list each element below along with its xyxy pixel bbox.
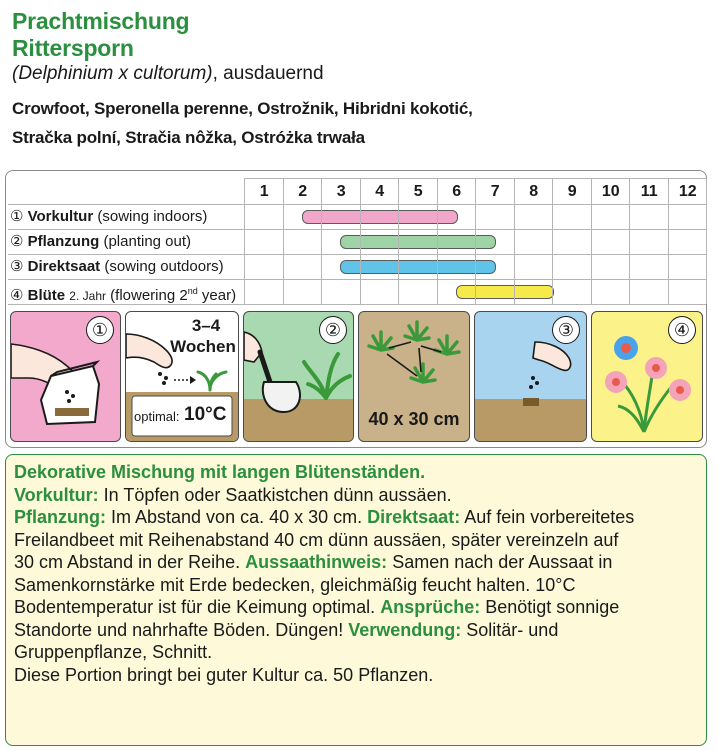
calendar-bar xyxy=(340,260,496,274)
info-line-3 xyxy=(14,506,700,529)
anspruche-label: Ansprüche: xyxy=(380,597,481,617)
aussaat-text-3: Bodentemperatur ist für die Keimung optimal. xyxy=(14,597,381,617)
verwendung-label: Verwendung: xyxy=(348,619,462,640)
row-label-en: (planting out) xyxy=(103,233,192,250)
product-title: Prachtmischung xyxy=(12,8,190,34)
row-label-de: Vorkultur xyxy=(27,208,94,225)
flowers-icon xyxy=(592,312,702,441)
aussaat-text-2: Samenkornstärke mit Erde bedecken, gleichmäßig feucht halten. 10°C xyxy=(14,574,576,595)
info-box xyxy=(5,454,707,746)
calendar-column-line xyxy=(283,178,284,304)
vorkultur-label: Vorkultur: xyxy=(14,484,99,505)
calendar-column-line xyxy=(437,178,438,304)
calendar-row-label xyxy=(10,204,207,229)
row-label-en: year) xyxy=(197,287,237,304)
row-number: ④ xyxy=(10,287,24,304)
calendar-column-line xyxy=(475,178,476,304)
info-line-1 xyxy=(14,461,700,484)
row-label-en: (sowing outdoors) xyxy=(104,258,224,275)
panel-vorkultur xyxy=(10,311,121,442)
calendar-box xyxy=(5,170,707,448)
panel-planting xyxy=(243,311,354,442)
row-label-de: Blüte xyxy=(27,287,66,304)
hand-sowing-pot-icon xyxy=(11,312,120,441)
month-header: 4 xyxy=(360,178,400,205)
anspruche-text-2: Standorte und nahrhafte Böden. Düngen! xyxy=(14,619,349,640)
row-label-de: Direktsaat xyxy=(27,258,101,275)
row-number: ② xyxy=(10,233,24,250)
verwendung-text-2: Gruppenpflanze, Schnitt. xyxy=(14,642,213,662)
panel-number: ④ xyxy=(668,316,696,344)
month-header: 2 xyxy=(283,178,323,205)
pflanzung-label: Pflanzung: xyxy=(14,507,106,527)
hand-sowing-row-icon xyxy=(475,312,586,441)
calendar-column-line xyxy=(706,178,707,304)
calendar-column-line xyxy=(244,178,245,304)
pflanzung-text: Im Abstand von ca. 40 x 30 cm. xyxy=(106,507,368,527)
calendar-column-line xyxy=(629,178,630,304)
product-subtitle: Rittersporn xyxy=(12,35,134,61)
common-names-line1: Crowfoot, Speronella perenne, Ostrožnik, Hibridni kokotić, xyxy=(12,99,473,118)
month-header: 8 xyxy=(514,178,554,205)
row-label-sup: nd xyxy=(187,286,198,296)
direktsaat-text-2: Freilandbeet mit Reihenabstand 40 cm dünn aussäen, später vereinzeln auf xyxy=(14,529,619,550)
optimal-label: optimal: xyxy=(134,409,180,424)
row-label-en: (flowering 2 xyxy=(110,287,188,304)
calendar-row-label xyxy=(10,279,236,304)
calendar-row-label xyxy=(10,229,191,254)
calendar-bar xyxy=(456,285,554,299)
calendar-column-line xyxy=(398,178,399,304)
info-line-7 xyxy=(14,596,700,619)
month-header: 5 xyxy=(398,178,438,205)
panel-number: ② xyxy=(319,316,347,344)
common-names-line2: Stračka polní, Stračia nôžka, Ostróżka trwała xyxy=(12,128,365,147)
verwendung-text-1: Solitär- und xyxy=(461,619,559,640)
info-line-8 xyxy=(14,619,700,642)
calendar-bar xyxy=(340,235,496,249)
info-line-5 xyxy=(14,551,700,574)
month-header: 3 xyxy=(321,178,361,205)
germination-weeks: 3–4 xyxy=(191,316,221,335)
calendar-column-line xyxy=(321,178,322,304)
aussaat-label: Aussaathinweis: xyxy=(245,552,388,572)
month-header: 12 xyxy=(668,178,708,205)
direktsaat-text-1: Auf fein vorbereitetes xyxy=(460,507,635,527)
calendar-column-line xyxy=(591,178,592,304)
row-number: ① xyxy=(10,208,24,225)
panel-germination xyxy=(125,311,239,442)
month-header: 7 xyxy=(475,178,515,205)
info-headline: Dekorative Mischung mit langen Blütenständen. xyxy=(14,462,426,482)
info-line-2 xyxy=(14,484,700,507)
panel-number: ③ xyxy=(552,316,580,344)
optimal-temperature: 10°C xyxy=(184,404,227,425)
germination-weeks-label: Wochen xyxy=(170,337,236,356)
row-label-de: Pflanzung xyxy=(27,233,100,250)
calendar-row-label xyxy=(10,254,224,279)
calendar-column-line xyxy=(668,178,669,304)
info-line-6 xyxy=(14,574,700,597)
row-year: 2. Jahr xyxy=(69,289,106,303)
latin-name-italic: (Delphinium x cultorum) xyxy=(12,63,213,84)
info-line-4 xyxy=(14,529,700,552)
latin-name xyxy=(12,62,324,86)
trowel-plant-icon xyxy=(244,312,353,441)
direktsaat-text-3: 30 cm Abstand in der Reihe. xyxy=(14,552,246,572)
calendar-column-line xyxy=(360,178,361,304)
month-header: 10 xyxy=(591,178,631,205)
info-line-9 xyxy=(14,641,700,664)
info-line-10 xyxy=(14,664,700,687)
latin-suffix: , ausdauernd xyxy=(212,63,324,84)
month-header: 9 xyxy=(552,178,592,205)
month-header: 1 xyxy=(244,178,284,205)
calendar-bottom-line xyxy=(8,304,706,305)
panel-spacing xyxy=(358,311,470,442)
row-label-en: (sowing indoors) xyxy=(97,208,208,225)
month-header: 6 xyxy=(437,178,477,205)
aussaat-text-1: Samen nach der Aussaat in xyxy=(387,552,613,572)
calendar-column-line xyxy=(514,178,515,304)
portion-text: Diese Portion bringt bei guter Kultur ca. 50 Pflanzen. xyxy=(14,664,434,685)
anspruche-text-1: Benötigt sonnige xyxy=(480,597,620,617)
calendar-column-line xyxy=(552,178,553,304)
plant-spacing-label: 40 x 30 cm xyxy=(368,409,460,429)
calendar-bar xyxy=(302,210,458,224)
panel-flowering xyxy=(591,311,703,442)
panel-number: ① xyxy=(86,316,114,344)
row-number: ③ xyxy=(10,258,24,275)
direktsaat-label: Direktsaat: xyxy=(367,507,461,527)
month-header: 11 xyxy=(629,178,669,205)
panel-direct-sowing xyxy=(474,311,587,442)
vorkultur-text: In Töpfen oder Saatkistchen dünn aussäen. xyxy=(98,484,452,505)
